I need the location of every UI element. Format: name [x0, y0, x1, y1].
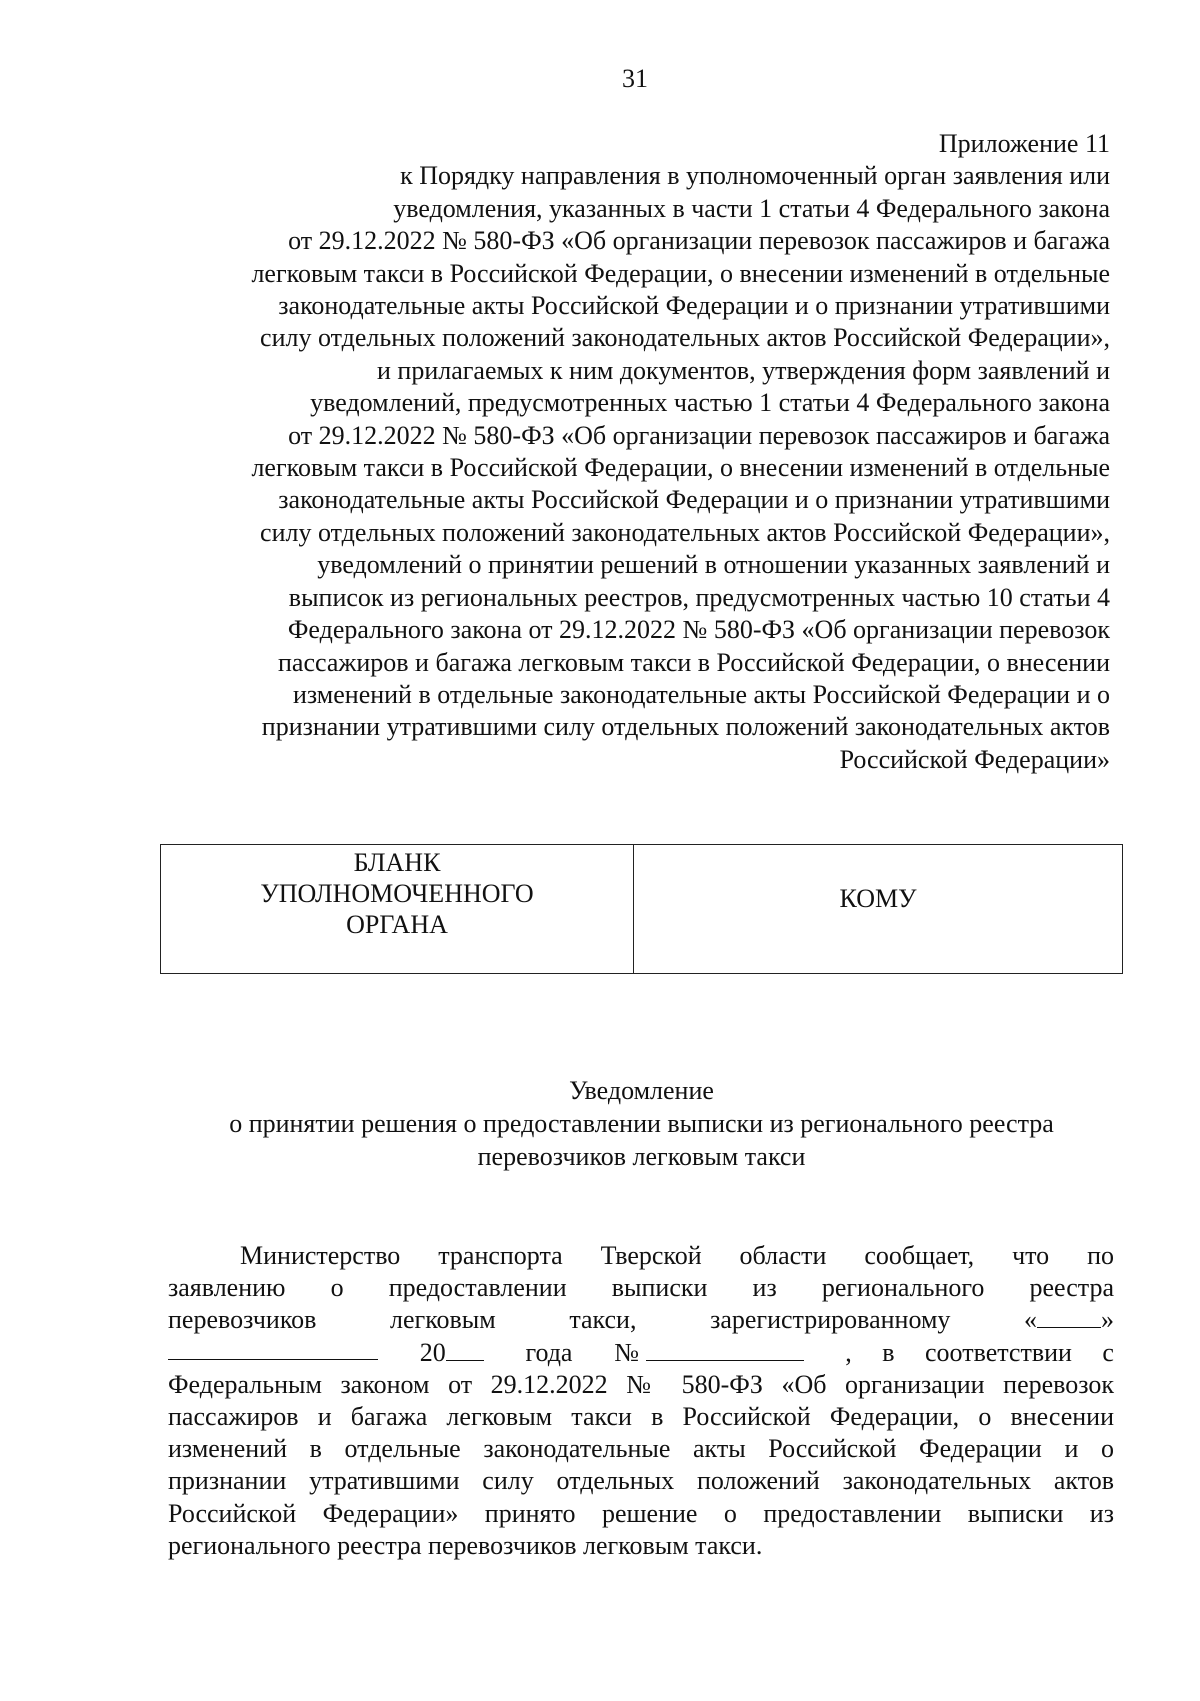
title-subheading: перевозчиков легковым такси: [477, 1142, 806, 1171]
appendix-line: легковым такси в Российской Федерации, о внесении изменений в отдельные: [251, 453, 1110, 483]
appendix-line: законодательные акты Российской Федерации и о признании утратившими: [278, 291, 1110, 321]
appendix-line: к Порядку направления в уполномоченный орган заявления или: [400, 161, 1110, 191]
appendix-line: законодательные акты Российской Федерации и о признании утратившими: [278, 485, 1110, 515]
body-line: Федеральным законом от 29.12.2022 № 580-ФЗ «Об организации перевозок: [168, 1369, 1114, 1399]
appendix-line: силу отдельных положений законодательных актов Российской Федерации»,: [260, 323, 1110, 353]
date-month-field[interactable]: [168, 1337, 378, 1360]
registration-number-field[interactable]: №: [614, 1337, 803, 1369]
body-line: Министерство транспорта Тверской области сообщает, что по: [240, 1241, 1114, 1270]
body-line: регионального реестра перевозчиков легковым такси.: [168, 1530, 763, 1560]
title-subheading: о принятии решения о предоставлении выписки из регионального реестра: [229, 1109, 1054, 1138]
appendix-line: силу отдельных положений законодательных актов Российской Федерации»,: [260, 517, 1110, 547]
letterhead-line: УПОЛНОМОЧЕННОГО: [260, 879, 534, 908]
appendix-reference: [165, 128, 1110, 776]
body-line: Российской Федерации» принято решение о предоставлении выписки из: [168, 1498, 1114, 1528]
appendix-line: Приложение 11: [938, 129, 1110, 158]
appendix-line: Российской Федерации»: [839, 744, 1110, 774]
body-line: 20 года № , в соответствии с: [168, 1337, 1114, 1369]
title-heading: Уведомление: [569, 1076, 714, 1105]
appendix-line: от 29.12.2022 № 580-ФЗ «Об организации перевозок пассажиров и багажа: [288, 420, 1110, 450]
body-line: заявлению о предоставлении выписки из регионального реестра: [168, 1273, 1114, 1303]
letterhead-line: БЛАНК: [353, 848, 441, 877]
page-number: 31: [622, 64, 648, 93]
body-line: изменений в отдельные законодательные акты Российской Федерации и о: [168, 1434, 1114, 1464]
recipient-label: КОМУ: [839, 884, 917, 913]
notification-body: [168, 1240, 1114, 1562]
appendix-line: пассажиров и багажа легковым такси в Российской Федерации, о внесении: [278, 647, 1110, 677]
appendix-line: изменений в отдельные законодательные акты Российской Федерации и о: [292, 679, 1110, 709]
appendix-line: и прилагаемых к ним документов, утверждения форм заявлений и: [376, 355, 1110, 385]
body-line: перевозчиков легковым такси, зарегистрированному « »: [168, 1304, 1114, 1336]
appendix-line: легковым такси в Российской Федерации, о внесении изменений в отдельные: [251, 258, 1110, 288]
letterhead-line: ОРГАНА: [346, 910, 448, 939]
authority-letterhead-cell: [161, 845, 634, 974]
date-year-field[interactable]: 20: [420, 1337, 484, 1369]
appendix-line: выписок из региональных реестров, предусмотренных частью 10 статьи 4: [288, 582, 1110, 612]
document-title: [160, 1074, 1123, 1173]
header-table: [160, 844, 1123, 974]
body-line: пассажиров и багажа легковым такси в Российской Федерации, о внесении: [168, 1402, 1114, 1432]
appendix-line: уведомления, указанных в части 1 статьи 4 Федерального закона: [393, 193, 1110, 223]
appendix-line: уведомлений о принятии решений в отношении указанных заявлений и: [317, 550, 1110, 580]
appendix-line: от 29.12.2022 № 580-ФЗ «Об организации перевозок пассажиров и багажа: [288, 226, 1110, 256]
appendix-line: признании утратившими силу отдельных положений законодательных актов: [261, 712, 1110, 742]
body-line: признании утратившими силу отдельных положений законодательных актов: [168, 1466, 1114, 1496]
appendix-line: уведомлений, предусмотренных частью 1 статьи 4 Федерального закона: [310, 388, 1110, 418]
date-day-field[interactable]: « »: [1024, 1305, 1114, 1335]
recipient-cell: [634, 845, 1123, 974]
appendix-line: Федерального закона от 29.12.2022 № 580-ФЗ «Об организации перевозок: [287, 615, 1110, 645]
